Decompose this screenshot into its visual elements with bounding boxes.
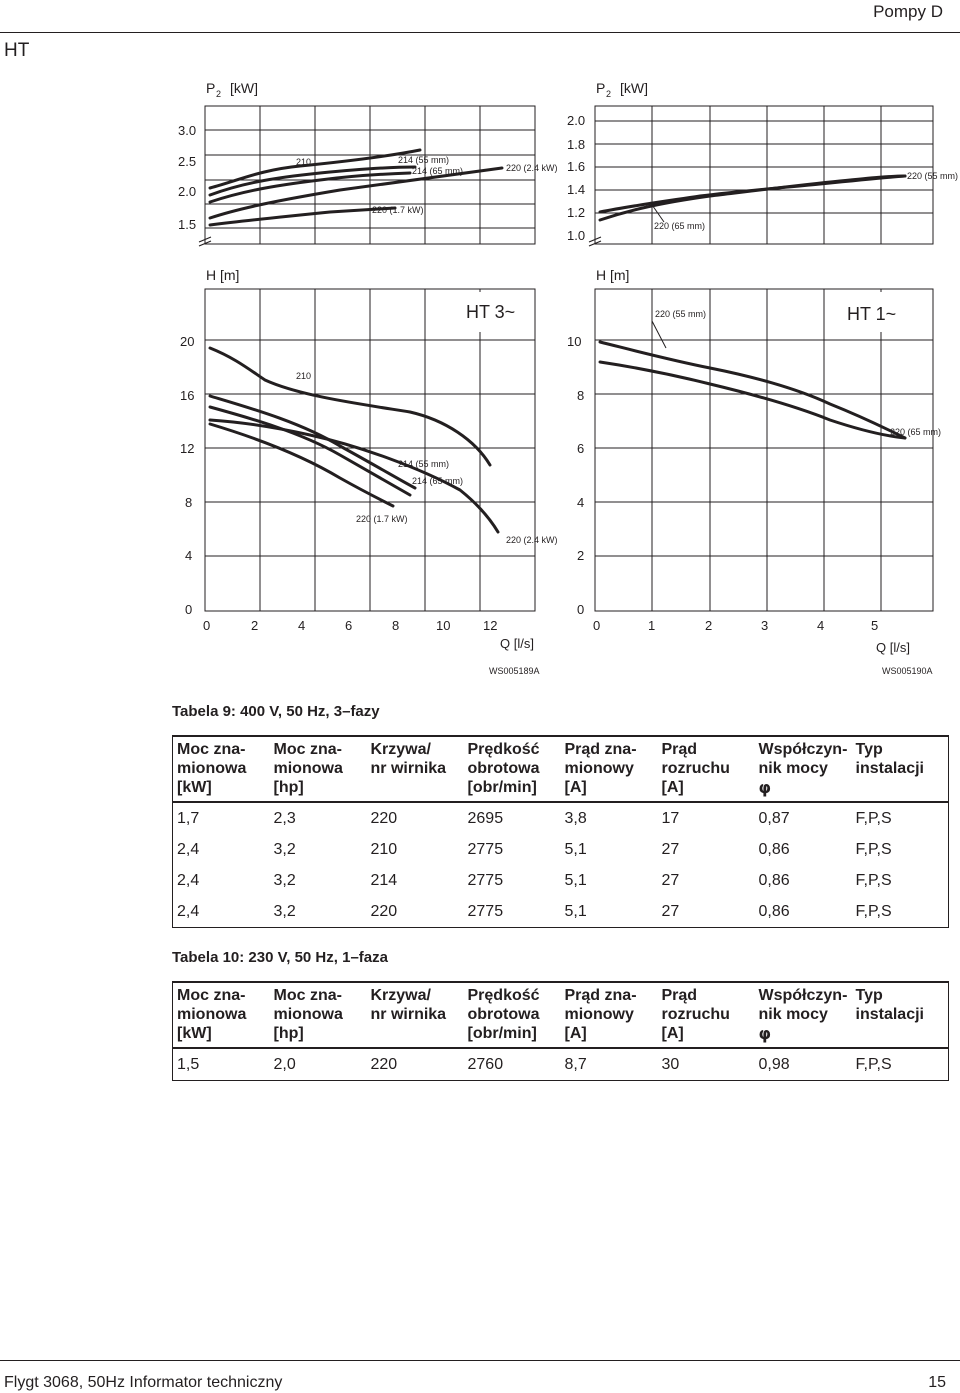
- table-cell: 27: [661, 840, 680, 858]
- ht1-head-curve-220-55: [600, 342, 905, 438]
- header-rated-power-hp: Moc zna- mionowa [hp]: [270, 982, 367, 1048]
- header-installation-type: Typ instalacji: [852, 736, 949, 802]
- ht1-head-x-tick: 4: [817, 618, 825, 633]
- ht3-power-axis-sub: 2: [216, 89, 222, 99]
- footer-title: Flygt 3068, 50Hz Informator techniczny: [4, 1374, 283, 1391]
- ht1-power-panel: [567, 80, 958, 246]
- footer-rule: [0, 1360, 960, 1361]
- table-cell: 2,3: [273, 809, 296, 827]
- header-starting-current: Prąd rozruchu [A]: [658, 982, 755, 1048]
- ht3-power-label: 220 (2.4 kW): [506, 163, 558, 173]
- page-number: 15: [928, 1374, 946, 1391]
- table-cell: 210: [370, 840, 398, 858]
- table-row: [173, 834, 949, 865]
- ht1-head-x-tick: 0: [593, 618, 601, 633]
- ht1-drawing-code: WS005190A: [882, 666, 933, 676]
- table-row: [173, 896, 949, 928]
- header-curve-impeller: Krzywa/ nr wirnika: [367, 736, 464, 802]
- ht1-head-x-label: Q [l/s]: [876, 640, 910, 655]
- ht1-head-y-tick: 0: [577, 602, 585, 617]
- ht3-power-axis-label: P: [206, 80, 216, 96]
- ht1-power-tick: 1.0: [567, 228, 586, 243]
- ht1-head-y-tick: 6: [577, 441, 585, 456]
- header-rated-power-kw: Moc zna- mionowa [kW]: [173, 982, 270, 1048]
- ht1-head-leader: [652, 321, 666, 348]
- table-row: [173, 1048, 949, 1081]
- ht3-head-y-tick: 0: [185, 602, 193, 617]
- ht1-head-x-tick: 3: [761, 618, 769, 633]
- table-cell: 220: [367, 1048, 464, 1081]
- ht1-head-y-tick: 2: [577, 548, 585, 563]
- ht1-power-label: 220 (55 mm): [907, 171, 959, 181]
- table-cell: F,P,S: [852, 1048, 949, 1081]
- table-cell: 0,87: [758, 809, 790, 827]
- table-row: [173, 865, 949, 896]
- ht1-head-x-tick: 5: [871, 618, 879, 633]
- table-cell: 220: [367, 896, 464, 928]
- table-cell: 0,86: [758, 871, 790, 889]
- header-starting-current: Prąd rozruchu [A]: [658, 736, 755, 802]
- ht1-head-panel: [567, 267, 941, 655]
- ht1-head-label: 220 (55 mm): [655, 309, 707, 319]
- table-cell: 1,7: [173, 802, 270, 834]
- ht3-power-tick: 3.0: [178, 123, 197, 138]
- ht1-head-x-tick: 1: [648, 618, 656, 633]
- ht1-title: HT 1~: [847, 304, 897, 324]
- table-cell: 2695: [467, 809, 504, 827]
- header-installation-type: Typ instalacji: [852, 982, 949, 1048]
- ht3-power-label: 214 (65 mm): [412, 166, 464, 176]
- ht1-head-y-tick: 4: [577, 495, 585, 510]
- header-speed: Prędkość obrotowa [obr/min]: [464, 982, 561, 1048]
- ht3-head-x-tick: 0: [203, 618, 211, 633]
- table-cell: 214: [370, 871, 398, 889]
- ht1-performance-chart: [560, 70, 960, 680]
- table-row: [173, 802, 949, 834]
- table-cell: 220: [370, 809, 398, 827]
- ht3-head-curve-210: [210, 348, 490, 465]
- table9-caption: Tabela 9: 400 V, 50 Hz, 3–fazy: [172, 703, 380, 720]
- ht1-head-y-tick: 10: [567, 334, 582, 349]
- table10-caption: Tabela 10: 230 V, 50 Hz, 1–faza: [172, 949, 388, 966]
- table-cell: 1,5: [173, 1048, 270, 1081]
- table-cell: 3,2: [273, 840, 296, 858]
- ht3-head-label: 214 (55 mm): [398, 459, 450, 469]
- table-cell: F,P,S: [852, 834, 949, 865]
- ht3-head-x-tick: 10: [436, 618, 451, 633]
- ht3-power-tick: 1.5: [178, 217, 197, 232]
- table-cell: 2775: [467, 871, 504, 889]
- ht3-head-x-tick: 8: [392, 618, 400, 633]
- header-rated-current: Prąd zna- mionowy [A]: [561, 736, 658, 802]
- ht3-head-x-tick: 2: [251, 618, 259, 633]
- header-power-factor: Współczyn- nik mocy φ: [755, 982, 852, 1048]
- ht3-power-label: 220 (1.7 kW): [372, 205, 424, 215]
- ht3-performance-chart: [0, 70, 560, 680]
- table10-header-row: [173, 982, 949, 1048]
- table-cell: F,P,S: [852, 802, 949, 834]
- table-cell: 2,4: [173, 865, 270, 896]
- ht3-power-axis-unit: [kW]: [230, 80, 258, 96]
- ht1-power-tick: 2.0: [567, 113, 586, 128]
- ht3-power-curve-214-65: [210, 173, 410, 202]
- header-speed: Prędkość obrotowa [obr/min]: [464, 736, 561, 802]
- ht3-head-x-label: Q [l/s]: [500, 636, 534, 651]
- ht1-head-x-tick: 2: [705, 618, 713, 633]
- table-cell: 2,0: [270, 1048, 367, 1081]
- ht1-power-tick: 1.8: [567, 137, 586, 152]
- table-cell: 5,1: [564, 840, 587, 858]
- ht3-head-label: 214 (65 mm): [412, 476, 464, 486]
- table-cell: 5,1: [561, 896, 658, 928]
- ht1-head-axis-label: H [m]: [596, 267, 630, 283]
- ht3-head-label: 210: [296, 371, 312, 381]
- table-cell: 3,8: [564, 809, 587, 827]
- ht3-power-label: 210: [296, 157, 312, 167]
- header-rated-power-kw: Moc zna- mionowa [kW]: [173, 736, 270, 802]
- table-cell: 27: [658, 896, 755, 928]
- ht1-power-tick: 1.6: [567, 159, 586, 174]
- ht3-power-tick: 2.0: [178, 184, 197, 199]
- ht3-head-label: 220 (2.4 kW): [506, 535, 558, 545]
- table-cell: 2775: [467, 840, 504, 858]
- table-cell: 2,4: [173, 896, 270, 928]
- ht3-head-y-tick: 8: [185, 495, 193, 510]
- ht1-head-curve-220-65: [600, 362, 905, 438]
- table-cell: F,P,S: [852, 896, 949, 928]
- ht3-head-y-tick: 16: [180, 388, 195, 403]
- ht3-title: HT 3~: [466, 302, 516, 322]
- table9: [172, 735, 949, 928]
- ht1-power-axis-label: P: [596, 80, 606, 96]
- table-cell: F,P,S: [852, 865, 949, 896]
- ht1-power-axis-sub: 2: [606, 89, 612, 99]
- ht3-power-label: 214 (55 mm): [398, 155, 450, 165]
- ht1-head-label: 220 (65 mm): [890, 427, 942, 437]
- ht1-power-tick: 1.2: [567, 205, 586, 220]
- ht3-head-curve-214-65: [210, 407, 410, 495]
- ht3-drawing-code: WS005189A: [489, 666, 540, 676]
- model-title: HT: [4, 40, 30, 61]
- table-cell: 17: [661, 809, 680, 827]
- ht3-head-panel: [180, 267, 558, 651]
- top-rule: [0, 0, 960, 33]
- table-cell: 8,7: [561, 1048, 658, 1081]
- table-cell: 0,86: [758, 840, 790, 858]
- table-cell: 2775: [464, 896, 561, 928]
- ht1-head-y-tick: 8: [577, 388, 585, 403]
- ht3-head-x-tick: 6: [345, 618, 353, 633]
- header-power-factor: Współczyn- nik mocy φ: [755, 736, 852, 802]
- ht3-head-y-tick: 12: [180, 441, 195, 456]
- table9-header-row: [173, 736, 949, 802]
- table-cell: 2760: [464, 1048, 561, 1081]
- ht3-head-label: 220 (1.7 kW): [356, 514, 408, 524]
- table-cell: 3,2: [273, 871, 296, 889]
- table-cell: 0,98: [755, 1048, 852, 1081]
- table10: [172, 981, 949, 1081]
- header-rated-current: Prąd zna- mionowy [A]: [561, 982, 658, 1048]
- ht3-power-tick: 2.5: [178, 154, 197, 169]
- table-cell: 5,1: [564, 871, 587, 889]
- table-cell: 0,86: [755, 896, 852, 928]
- ht3-power-panel: [178, 80, 558, 246]
- ht1-power-axis-unit: [kW]: [620, 80, 648, 96]
- ht3-head-x-tick: 4: [298, 618, 306, 633]
- table-cell: 2,4: [173, 834, 270, 865]
- header-curve-impeller: Krzywa/ nr wirnika: [367, 982, 464, 1048]
- table-cell: 27: [661, 871, 680, 889]
- ht3-head-axis-label: H [m]: [206, 267, 240, 283]
- header-rated-power-hp: Moc zna- mionowa [hp]: [270, 736, 367, 802]
- section-title: Pompy D: [873, 2, 943, 21]
- ht3-head-y-tick: 20: [180, 334, 195, 349]
- ht1-power-label: 220 (65 mm): [654, 221, 706, 231]
- ht1-power-tick: 1.4: [567, 182, 586, 197]
- ht3-head-x-tick: 12: [483, 618, 498, 633]
- table-cell: 30: [658, 1048, 755, 1081]
- ht3-head-y-tick: 4: [185, 548, 193, 563]
- table-cell: 3,2: [270, 896, 367, 928]
